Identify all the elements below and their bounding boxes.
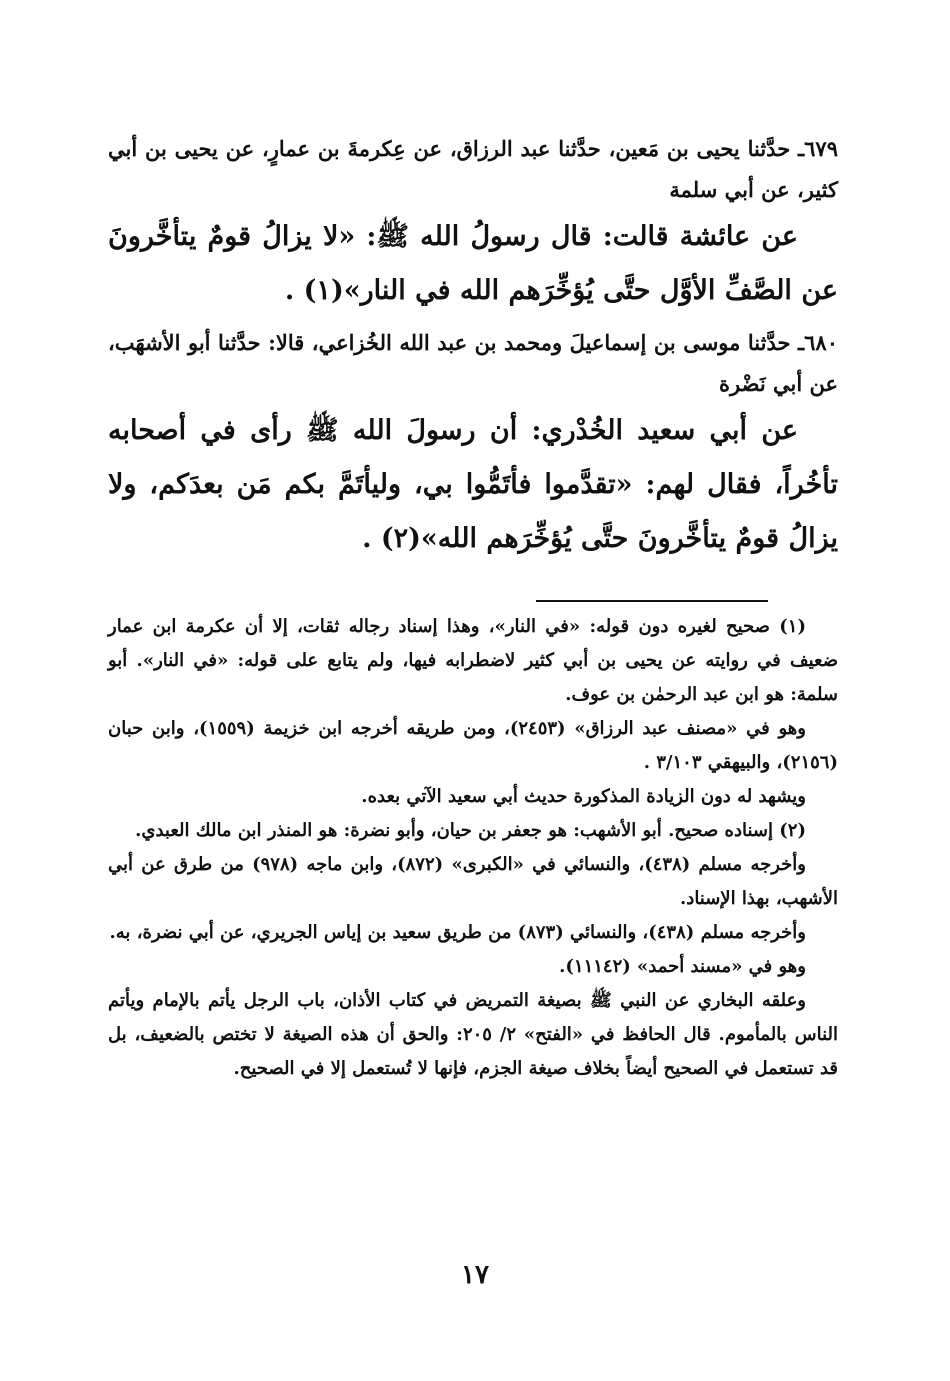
footnote-separator-wrap <box>108 600 838 602</box>
footnote-1: (١) صحيح لغيره دون قوله: «في النار»، وهذا إسناد رجاله ثقات، إلا أن عكرمة ابن عمار ضعيف في روايته عن يحيى بن أبي كثير لاضطرابه فيها، ولم يتابع على قوله: «في النار». أبو سلمة: هو ابن عبد الرحمٰن بن عوف. <box>108 616 838 705</box>
hadith-isnad <box>108 128 838 210</box>
hadith-680 <box>108 322 838 566</box>
hadith-isnad <box>108 322 838 404</box>
hadith-matn: عن أبي سعيد الخُدْري: أن رسولَ الله ﷺ رأى في أصحابه تأخُراً، فقال لهم: «تقدَّموا فأتَمُّوا بي، وليأتَمَّ بكم مَن بعدَكم، ولا يزالُ قومٌ يتأخَّرونَ حتَّى يُؤخِّرَهم الله»(٢) . <box>108 415 838 554</box>
footnotes <box>108 610 838 1086</box>
footnote-2: (٢) إسناده صحيح. أبو الأشهب: هو جعفر بن حيان، وأبو نضرة: هو المنذر ابن مالك العبدي. <box>135 820 806 841</box>
footnote-paragraph: وهو في «مصنف عبد الرزاق» (٢٤٥٣)، ومن طريقه أخرجه ابن خزيمة (١٥٥٩)، وابن حبان (٢١٥٦)، والبيهقي ٣/١٠٣ . <box>108 718 838 773</box>
hadith-679 <box>108 128 838 318</box>
isnad-text: حدَّثنا موسى بن إسماعيلَ ومحمد بن عبد الله الخُزاعي، قالا: حدَّثنا أبو الأشهَب، عن أبي نَضْرة <box>108 330 838 396</box>
footnote-separator <box>536 600 768 602</box>
page-number: ١٧ <box>461 1260 489 1290</box>
hadith-matn: عن عائشة قالت: قال رسولُ الله ﷺ: «لا يزالُ قومٌ يتأخَّرونَ عن الصَّفِّ الأوَّل حتَّى يُؤخِّرَهم الله في النار»(١) . <box>108 221 838 306</box>
isnad-text: حدَّثنا يحيى بن مَعين، حدَّثنا عبد الرزاق، عن عِكرمةَ بن عمارٍ، عن يحيى بن أبي كثير، عن أبي سلمة <box>108 136 838 202</box>
footnote-paragraph: ويشهد له دون الزيادة المذكورة حديث أبي سعيد الآتي بعده. <box>361 786 806 807</box>
footnote-paragraph: وأخرجه مسلم (٤٣٨)، والنسائي (٨٧٣) من طريق سعيد بن إياس الجريري، عن أبي نضرة، به. <box>109 922 806 943</box>
footnote-paragraph: وأخرجه مسلم (٤٣٨)، والنسائي في «الكبرى» (٨٧٢)، وابن ماجه (٩٧٨) من طرق عن أبي الأشهب، بهذا الإسناد. <box>108 854 838 909</box>
footnote-paragraph: وعلقه البخاري عن النبي ﷺ بصيغة التمريض في كتاب الأذان، باب الرجل يأتم بالإمام ويأتم الناس بالمأموم. قال الحافظ في «الفتح» ٢/ ٢٠٥: والحق أن هذه الصيغة لا تختص بالضعيف، بل قد تستعمل في الصحيح أيضاً بخلاف صيغة الجزم، فإنها لا تُستعمل إلا في الصحيح. <box>108 990 839 1079</box>
hadith-number: ٦٨٠ـ <box>798 330 838 355</box>
hadith-number: ٦٧٩ـ <box>798 136 838 161</box>
page-body <box>108 128 838 1086</box>
footnote-paragraph: وهو في «مسند أحمد» (١١١٤٢). <box>559 956 806 977</box>
